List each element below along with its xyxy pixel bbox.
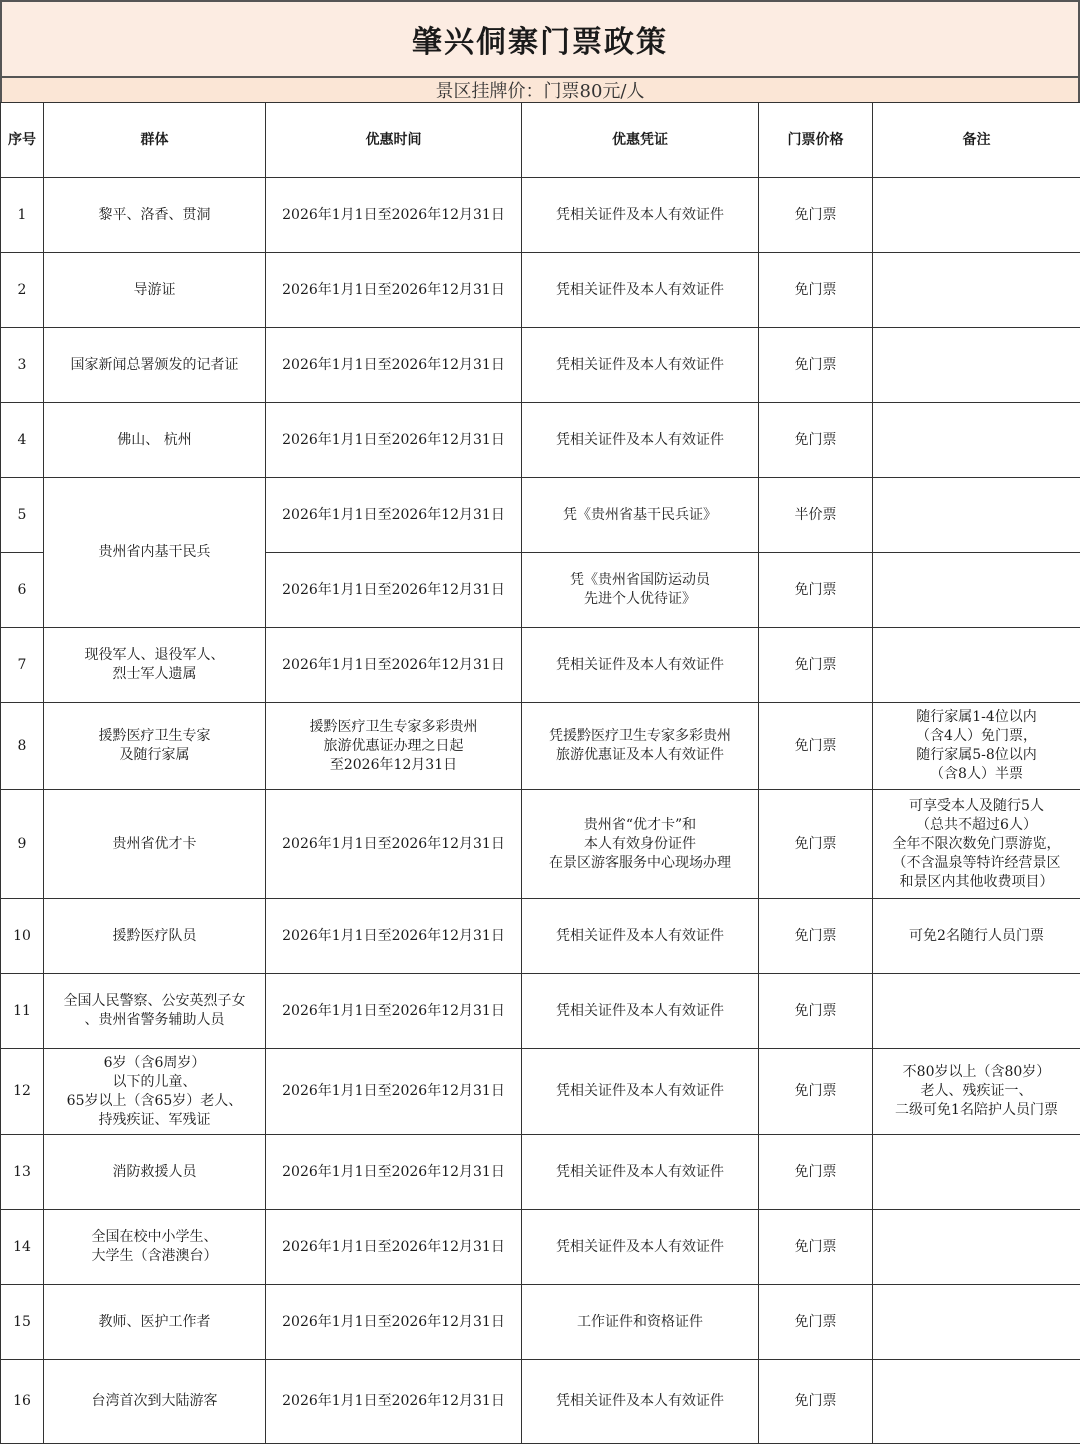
cell-price: 免门票 xyxy=(759,553,873,628)
cell-no: 8 xyxy=(1,703,44,790)
cell-time: 2026年1月1日至2026年12月31日 xyxy=(266,1360,522,1444)
cell-note: 不80岁以上（含80岁） 老人、残疾证一、 二级可免1名陪护人员门票 xyxy=(873,1049,1080,1135)
cell-note xyxy=(873,178,1080,253)
header-note: 备注 xyxy=(873,103,1080,178)
cell-proof: 凭相关证件及本人有效证件 xyxy=(522,253,759,328)
cell-price: 免门票 xyxy=(759,628,873,703)
cell-group: 援黔医疗卫生专家 及随行家属 xyxy=(44,703,266,790)
page-title: 肇兴侗寨门票政策 xyxy=(0,0,1080,76)
cell-price: 免门票 xyxy=(759,403,873,478)
cell-group: 贵州省优才卡 xyxy=(44,790,266,899)
cell-price: 免门票 xyxy=(759,790,873,899)
table-row xyxy=(1,1360,1080,1444)
cell-price: 免门票 xyxy=(759,1285,873,1360)
cell-time: 2026年1月1日至2026年12月31日 xyxy=(266,328,522,403)
cell-proof: 凭相关证件及本人有效证件 xyxy=(522,1135,759,1210)
table-body xyxy=(1,178,1080,1444)
policy-table xyxy=(0,102,1080,1444)
cell-group: 导游证 xyxy=(44,253,266,328)
cell-price: 免门票 xyxy=(759,1360,873,1444)
cell-group: 黎平、洛香、贯洞 xyxy=(44,178,266,253)
table-row xyxy=(1,1210,1080,1285)
cell-note xyxy=(873,628,1080,703)
table-row xyxy=(1,899,1080,974)
cell-no: 7 xyxy=(1,628,44,703)
cell-group: 援黔医疗队员 xyxy=(44,899,266,974)
cell-group: 6岁（含6周岁） 以下的儿童、 65岁以上（含65岁）老人、 持残疾证、军残证 xyxy=(44,1049,266,1135)
cell-proof: 凭相关证件及本人有效证件 xyxy=(522,328,759,403)
cell-group: 全国在校中小学生、 大学生（含港澳台） xyxy=(44,1210,266,1285)
table-row xyxy=(1,1049,1080,1135)
cell-proof: 凭相关证件及本人有效证件 xyxy=(522,1360,759,1444)
header-group: 群体 xyxy=(44,103,266,178)
cell-group: 全国人民警察、公安英烈子女 、贵州省警务辅助人员 xyxy=(44,974,266,1049)
table-row xyxy=(1,703,1080,790)
cell-note xyxy=(873,1360,1080,1444)
listed-price-note: 景区挂牌价：门票80元/人 xyxy=(0,76,1080,102)
cell-proof: 凭相关证件及本人有效证件 xyxy=(522,1210,759,1285)
cell-time: 2026年1月1日至2026年12月31日 xyxy=(266,790,522,899)
cell-no: 3 xyxy=(1,328,44,403)
table-row xyxy=(1,1135,1080,1210)
table-header-row xyxy=(1,103,1080,178)
cell-group: 现役军人、退役军人、 烈士军人遗属 xyxy=(44,628,266,703)
table-row xyxy=(1,628,1080,703)
cell-group: 教师、医护工作者 xyxy=(44,1285,266,1360)
cell-no: 5 xyxy=(1,478,44,553)
cell-proof: 凭援黔医疗卫生专家多彩贵州 旅游优惠证及本人有效证件 xyxy=(522,703,759,790)
table-row xyxy=(1,1285,1080,1360)
table-row xyxy=(1,178,1080,253)
cell-group: 消防救援人员 xyxy=(44,1135,266,1210)
cell-note xyxy=(873,403,1080,478)
cell-time: 2026年1月1日至2026年12月31日 xyxy=(266,1049,522,1135)
cell-note: 随行家属1-4位以内 （含4人）免门票， 随行家属5-8位以内 （含8人）半票 xyxy=(873,703,1080,790)
cell-proof: 凭相关证件及本人有效证件 xyxy=(522,628,759,703)
cell-proof: 凭相关证件及本人有效证件 xyxy=(522,974,759,1049)
cell-note xyxy=(873,974,1080,1049)
cell-price: 免门票 xyxy=(759,703,873,790)
cell-note xyxy=(873,478,1080,553)
cell-no: 6 xyxy=(1,553,44,628)
cell-note xyxy=(873,553,1080,628)
cell-note xyxy=(873,1285,1080,1360)
cell-time: 2026年1月1日至2026年12月31日 xyxy=(266,403,522,478)
cell-note xyxy=(873,1135,1080,1210)
cell-no: 13 xyxy=(1,1135,44,1210)
cell-price: 免门票 xyxy=(759,974,873,1049)
cell-time: 2026年1月1日至2026年12月31日 xyxy=(266,1135,522,1210)
header-price: 门票价格 xyxy=(759,103,873,178)
cell-proof: 凭相关证件及本人有效证件 xyxy=(522,1049,759,1135)
cell-price: 免门票 xyxy=(759,899,873,974)
table-row xyxy=(1,790,1080,899)
cell-note: 可享受本人及随行5人 （总共不超过6人） 全年不限次数免门票游览， （不含温泉等特许经营景区 和景区内其他收费项目） xyxy=(873,790,1080,899)
cell-no: 4 xyxy=(1,403,44,478)
cell-proof: 凭相关证件及本人有效证件 xyxy=(522,178,759,253)
cell-group: 国家新闻总署颁发的记者证 xyxy=(44,328,266,403)
cell-time: 2026年1月1日至2026年12月31日 xyxy=(266,253,522,328)
cell-price: 免门票 xyxy=(759,328,873,403)
cell-group: 台湾首次到大陆游客 xyxy=(44,1360,266,1444)
cell-price: 半价票 xyxy=(759,478,873,553)
cell-time: 2026年1月1日至2026年12月31日 xyxy=(266,553,522,628)
cell-proof: 贵州省“优才卡”和 本人有效身份证件 在景区游客服务中心现场办理 xyxy=(522,790,759,899)
cell-price: 免门票 xyxy=(759,1135,873,1210)
table-row xyxy=(1,974,1080,1049)
table-row xyxy=(1,403,1080,478)
header-time: 优惠时间 xyxy=(266,103,522,178)
cell-no: 1 xyxy=(1,178,44,253)
cell-proof: 凭《贵州省基干民兵证》 xyxy=(522,478,759,553)
cell-time: 2026年1月1日至2026年12月31日 xyxy=(266,1285,522,1360)
cell-note xyxy=(873,1210,1080,1285)
cell-proof: 工作证件和资格证件 xyxy=(522,1285,759,1360)
cell-no: 10 xyxy=(1,899,44,974)
cell-note xyxy=(873,253,1080,328)
cell-time: 2026年1月1日至2026年12月31日 xyxy=(266,628,522,703)
cell-price: 免门票 xyxy=(759,178,873,253)
cell-time: 2026年1月1日至2026年12月31日 xyxy=(266,178,522,253)
cell-proof: 凭相关证件及本人有效证件 xyxy=(522,403,759,478)
cell-group: 贵州省内基干民兵 xyxy=(44,478,266,628)
cell-no: 15 xyxy=(1,1285,44,1360)
cell-price: 免门票 xyxy=(759,1210,873,1285)
header-no: 序号 xyxy=(1,103,44,178)
cell-group: 佛山、 杭州 xyxy=(44,403,266,478)
cell-note xyxy=(873,328,1080,403)
cell-no: 9 xyxy=(1,790,44,899)
cell-no: 14 xyxy=(1,1210,44,1285)
header-proof: 优惠凭证 xyxy=(522,103,759,178)
cell-note: 可免2名随行人员门票 xyxy=(873,899,1080,974)
cell-proof: 凭《贵州省国防运动员 先进个人优待证》 xyxy=(522,553,759,628)
table-row xyxy=(1,328,1080,403)
table-row xyxy=(1,253,1080,328)
cell-price: 免门票 xyxy=(759,1049,873,1135)
cell-time: 援黔医疗卫生专家多彩贵州 旅游优惠证办理之日起 至2026年12月31日 xyxy=(266,703,522,790)
table-row xyxy=(1,478,1080,553)
cell-no: 2 xyxy=(1,253,44,328)
cell-proof: 凭相关证件及本人有效证件 xyxy=(522,899,759,974)
cell-time: 2026年1月1日至2026年12月31日 xyxy=(266,899,522,974)
cell-no: 11 xyxy=(1,974,44,1049)
cell-no: 16 xyxy=(1,1360,44,1444)
cell-time: 2026年1月1日至2026年12月31日 xyxy=(266,478,522,553)
cell-time: 2026年1月1日至2026年12月31日 xyxy=(266,974,522,1049)
cell-price: 免门票 xyxy=(759,253,873,328)
cell-time: 2026年1月1日至2026年12月31日 xyxy=(266,1210,522,1285)
cell-no: 12 xyxy=(1,1049,44,1135)
